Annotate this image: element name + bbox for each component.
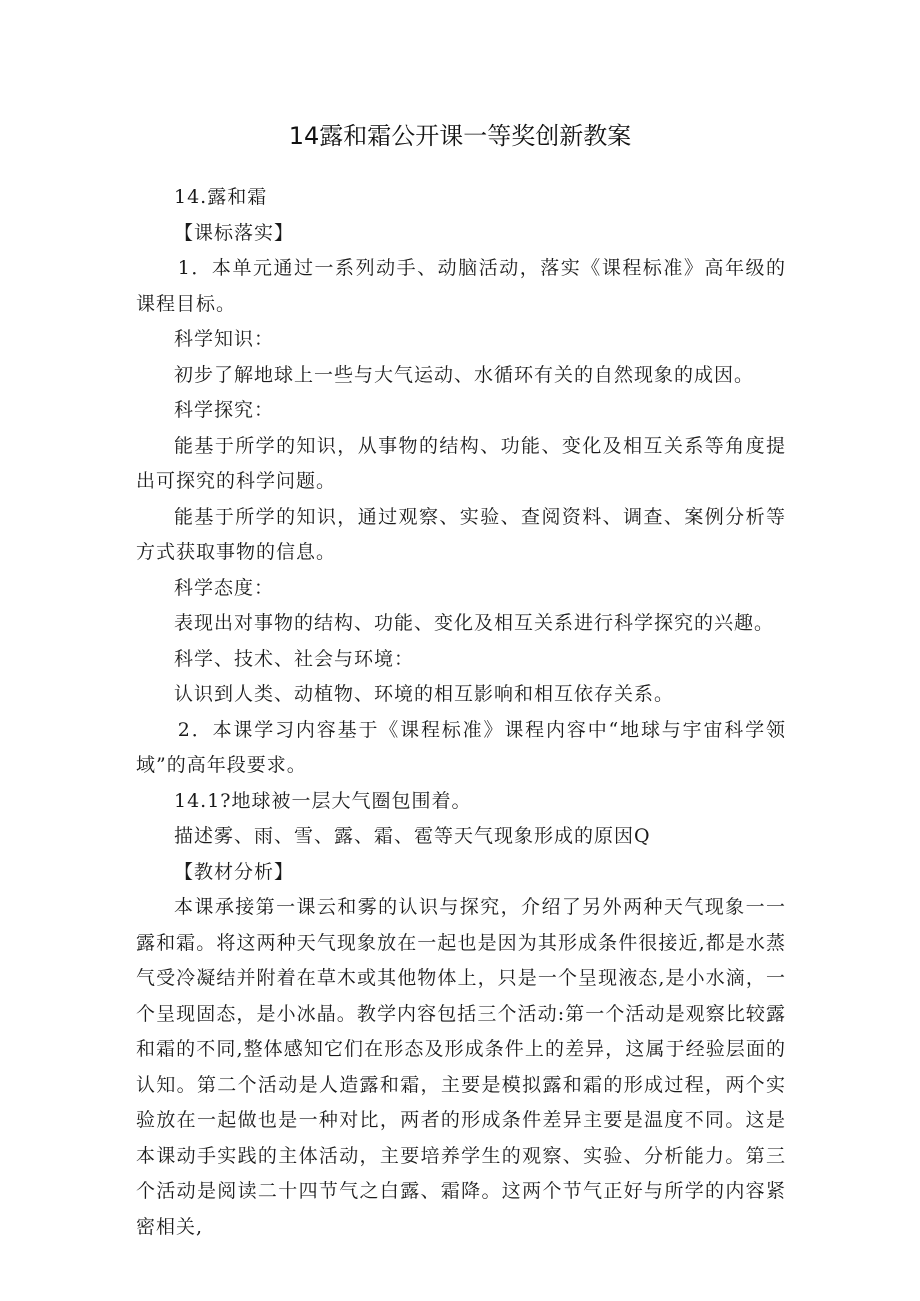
document-title: 14露和霜公开课一等奖创新教案 xyxy=(288,122,632,150)
paragraph: 本课承接第一课云和雾的认识与探究，介绍了另外两种天气现象一一露和霜。将这两种天气现象放在一起也是因为其形成条件很接近,都是水蒸气受冷凝结并附着在草木或其他物体上，只是一个呈现液态,是小水滴，一个呈现固态，是小冰晶。教学内容包括三个活动:第一个活动是观察比较露和霜的不同,整体感知它们在形态及形成条件上的差异，这属于经验层面的认知。第二个活动是人造露和霜，主要是模拟露和霜的形成过程，两个实验放在一起做也是一种对比，两者的形成条件差异主要是温度不同。这是本课动手实践的主体活动，主要培养学生的观察、实验、分析能力。第三个活动是阅读二十四节气之白露、霜降。这两个节气正好与所学的内容紧密相关, xyxy=(136,896,786,1238)
section-label: 【课标落实】 xyxy=(174,221,295,244)
paragraph: 表现出对事物的结构、功能、变化及相互关系进行科学探究的兴趣。 xyxy=(174,612,775,634)
paragraph: 初步了解地球上一些与大气运动、水循环有关的自然现象的成因。 xyxy=(174,363,755,386)
paragraph: 14.1?地球被一层大气圈包围着。 xyxy=(174,789,472,812)
subheading: 科学探究： xyxy=(174,399,275,421)
subheading: 科学态度： xyxy=(174,576,275,599)
subheading: 科学、技术、社会与环境： xyxy=(174,647,415,670)
paragraph: 能基于所学的知识，从事物的结构、功能、变化及相互关系等角度提出可探究的科学问题。 xyxy=(136,434,786,492)
document-body xyxy=(136,180,786,1245)
section-heading: 14.露和霜 xyxy=(174,186,268,208)
subheading: 科学知识： xyxy=(174,328,275,350)
paragraph: 能基于所学的知识，通过观察、实验、查阅资料、调查、案例分析等方式获取事物的信息。 xyxy=(136,505,786,563)
section-label: 【教材分析】 xyxy=(174,860,295,883)
paragraph: 认识到人类、动植物、环境的相互影响和相互依存关系。 xyxy=(174,683,675,705)
paragraph: 2．本课学习内容基于《课程标准》课程内容中“地球与宇宙科学领域”的高年段要求。 xyxy=(136,718,786,776)
paragraph: 描述雾、雨、雪、露、霜、雹等天气现象形成的原因Q xyxy=(174,825,651,847)
paragraph: 1．本单元通过一系列动手、动脑活动，落实《课程标准》高年级的课程目标。 xyxy=(136,257,786,315)
